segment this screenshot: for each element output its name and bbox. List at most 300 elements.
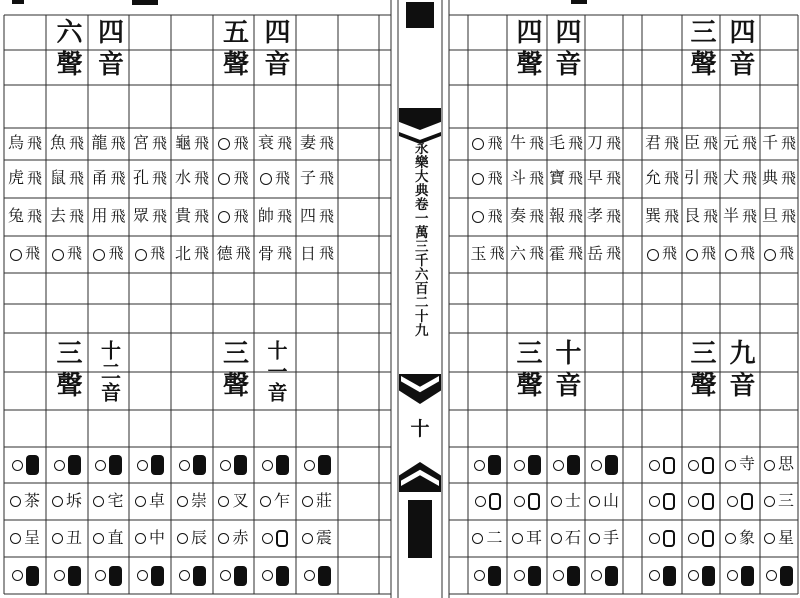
fei-suffix-character: 飛 [66,246,82,262]
filled-block-mark [26,455,39,475]
table-cell [547,128,585,160]
fei-suffix-character: 飛 [27,135,43,152]
circle-mark [472,173,484,185]
cell-character: 兔 [7,208,24,225]
fei-suffix-character: 飛 [69,208,85,225]
filled-block-mark [234,455,247,475]
table-cell [171,160,213,198]
fei-suffix-character: 飛 [152,135,168,152]
table-cell [171,128,213,160]
table-cell [4,198,46,236]
cell-character: 德 [216,245,233,263]
header-yin-label: 四音 [726,18,755,82]
circle-mark [302,496,313,507]
filled-block-mark [68,455,81,475]
circle-mark [472,138,484,150]
table-cell [720,236,760,273]
cell-character: 龜 [174,135,191,152]
table-cell [507,447,547,483]
table-cell [507,557,547,594]
scan-artifact [132,0,158,5]
fei-suffix-character: 飛 [274,170,290,187]
fei-suffix-character: 飛 [233,135,249,152]
cell-character: 衰 [257,135,274,152]
table-cell [585,520,623,557]
table-cell [296,160,338,198]
cell-character: 臣 [683,135,700,152]
table-cell [642,236,682,273]
fei-suffix-character: 飛 [27,208,43,225]
fei-suffix-character: 飛 [606,135,622,152]
table-cell [547,447,585,483]
table-cell [296,447,338,483]
filled-block-mark [488,455,501,475]
circle-mark [514,460,525,471]
cell-character: 耳 [525,529,542,547]
circle-mark [764,533,775,544]
cell-character: 鼠 [49,170,66,187]
fei-suffix-character: 飛 [319,208,335,225]
section-header [213,17,254,83]
fei-suffix-character: 飛 [487,170,503,187]
cell-character: 寶 [548,170,565,187]
hollow-block-mark [702,493,714,510]
filled-block-mark [528,566,541,586]
header-yin-label: 十一音 [264,339,286,403]
header-yin-label: 四音 [552,18,581,82]
table-cell [88,160,129,198]
filled-block-mark [663,566,676,586]
table-cell [171,483,213,520]
spine-title-box [399,136,441,342]
table-cell [468,483,507,520]
cell-character: 允 [644,170,661,187]
fei-suffix-character: 飛 [568,135,584,152]
circle-mark [179,460,190,471]
fei-suffix-character: 飛 [664,135,680,152]
cell-character: 魚 [49,135,66,152]
circle-mark [591,570,602,581]
spine-title: 永樂大典卷一萬三千六百二十九 [412,141,428,337]
table-cell [213,483,254,520]
circle-mark [551,533,562,544]
fei-suffix-character: 飛 [69,170,85,187]
fei-suffix-character: 飛 [194,246,210,262]
circle-mark [727,496,738,507]
table-cell [720,557,760,594]
table-cell [468,128,507,160]
cell-character: 茶 [23,492,40,510]
filled-block-mark [151,455,164,475]
cell-character: 寺 [738,456,755,473]
cell-character: 山 [602,492,619,510]
circle-mark [52,533,63,544]
spine-top-bar [406,2,434,28]
filled-block-mark [26,566,39,586]
fei-suffix-character: 飛 [568,170,584,187]
hollow-block-mark [663,530,675,547]
fei-suffix-character: 飛 [568,208,584,225]
cell-character: 妻 [299,135,316,152]
cell-character: 卓 [148,492,165,510]
table-cell [171,447,213,483]
table-cell [760,128,798,160]
filled-block-mark [702,566,715,586]
table-cell [46,236,88,273]
table-cell [171,520,213,557]
table-cell [585,557,623,594]
table-cell [88,128,129,160]
table-cell [129,198,171,236]
circle-mark [260,496,271,507]
table-cell [547,520,585,557]
table-cell [585,198,623,236]
header-yin-label: 九音 [726,339,755,403]
fei-suffix-character: 飛 [529,135,545,152]
filled-block-mark [318,566,331,586]
fei-suffix-character: 飛 [664,170,680,187]
fei-suffix-character: 飛 [487,208,503,225]
table-cell [296,198,338,236]
circle-mark [647,249,659,261]
header-sheng-label: 三聲 [687,339,716,403]
table-cell [760,520,798,557]
fei-suffix-character: 飛 [703,135,719,152]
hollow-block-mark [741,493,753,510]
fei-suffix-character: 飛 [24,246,40,262]
circle-mark [218,496,229,507]
header-yin-label: 四音 [94,18,124,82]
table-cell [4,483,46,520]
header-sheng-label: 三聲 [513,339,542,403]
section-header [720,17,760,83]
circle-mark [10,533,21,544]
table-cell [507,160,547,198]
cell-character: 宮 [132,135,149,152]
cell-character: 龍 [91,135,108,152]
table-cell [760,236,798,273]
circle-mark [764,460,775,471]
cell-character: 虎 [7,170,24,187]
circle-mark [764,496,775,507]
hollow-block-mark [702,530,714,547]
circle-mark [688,496,699,507]
circle-mark [474,570,485,581]
cell-character: 骨 [257,245,274,263]
filled-block-mark [109,566,122,586]
table-cell [171,198,213,236]
filled-block-mark [151,566,164,586]
circle-mark [262,533,273,544]
circle-mark [649,570,660,581]
table-cell [129,483,171,520]
folio-number-box [399,402,441,452]
fei-suffix-character: 飛 [110,170,126,187]
table-cell [254,198,296,236]
circle-mark [591,460,602,471]
fei-suffix-character: 飛 [529,170,545,187]
circle-mark [218,173,230,185]
table-cell [760,557,798,594]
table-cell [129,236,171,273]
circle-mark [686,249,698,261]
table-cell [254,128,296,160]
circle-mark [304,570,315,581]
fei-suffix-character: 飛 [700,246,716,262]
table-cell [585,236,623,273]
circle-mark [12,460,23,471]
table-cell [547,557,585,594]
filled-block-mark [109,455,122,475]
circle-mark [589,533,600,544]
circle-mark [54,460,65,471]
table-cell [4,447,46,483]
section-header [507,17,547,83]
table-cell [682,557,720,594]
table-cell [129,520,171,557]
fei-suffix-character: 飛 [739,246,755,262]
table-cell [507,483,547,520]
filled-block-mark [567,566,580,586]
cell-character: 子 [299,170,316,187]
header-sheng-label: 三聲 [687,18,716,82]
filled-block-mark [605,455,618,475]
cell-character: 半 [722,208,739,225]
header-yin-label: 四音 [261,18,290,82]
cell-character: 玉 [470,245,487,263]
circle-mark [179,570,190,581]
table-cell [46,160,88,198]
table-cell [720,198,760,236]
circle-mark [512,533,523,544]
circle-mark [302,533,313,544]
cell-character: 思 [777,456,794,473]
table-cell [507,520,547,557]
cell-character: 千 [761,135,778,152]
header-sheng-label: 三聲 [53,339,82,403]
cell-character: 岳 [586,245,603,263]
filled-block-mark [741,566,754,586]
cell-character: 甬 [91,170,108,187]
section-header [720,335,760,407]
header-sheng-label: 六聲 [53,18,82,82]
cell-character: 士 [564,492,581,510]
circle-mark [589,496,600,507]
cell-character: 坼 [65,492,82,510]
table-cell [46,447,88,483]
filled-block-mark [276,455,289,475]
table-cell [254,236,296,273]
hollow-block-mark [663,457,675,474]
filled-block-mark [68,566,81,586]
table-cell [296,236,338,273]
cell-character: 二 [486,529,503,547]
cell-character: 用 [91,208,108,225]
circle-mark [220,460,231,471]
table-cell [129,160,171,198]
table-cell [468,236,507,273]
cell-character: 巽 [644,208,661,225]
table-cell [46,557,88,594]
table-cell [88,236,129,273]
fei-suffix-character: 飛 [781,135,797,152]
circle-mark [177,496,188,507]
filled-block-mark [488,566,501,586]
table-cell [254,447,296,483]
cell-character: 牛 [509,135,526,152]
cell-character: 烏 [7,135,24,152]
cell-character: 直 [107,529,124,547]
fei-suffix-character: 飛 [606,208,622,225]
cell-character: 刀 [586,135,603,152]
cell-character: 犬 [722,170,739,187]
circle-mark [553,460,564,471]
circle-mark [137,570,148,581]
circle-mark [649,533,660,544]
circle-mark [135,249,147,261]
table-cell [468,520,507,557]
fei-suffix-character: 飛 [277,246,293,262]
circle-mark [260,173,272,185]
table-cell [585,483,623,520]
table-cell [129,447,171,483]
scan-artifact [12,0,24,4]
section-header [46,335,88,407]
circle-mark [220,570,231,581]
fei-suffix-character: 飛 [529,246,545,262]
cell-character: 六 [509,245,526,263]
table-cell [682,447,720,483]
fei-suffix-character: 飛 [319,246,335,262]
spine-bottom-bar [408,500,432,558]
table-cell [720,447,760,483]
filled-block-mark [567,455,580,475]
table-cell [547,236,585,273]
cell-character: 震 [315,529,332,547]
table-cell [213,128,254,160]
fei-suffix-character: 飛 [703,208,719,225]
table-cell [88,198,129,236]
table-cell [4,520,46,557]
fei-suffix-character: 飛 [781,208,797,225]
table-cell [547,160,585,198]
table-cell [642,160,682,198]
table-cell [585,160,623,198]
cell-character: 乍 [273,492,290,510]
cell-character: 手 [602,529,619,547]
table-cell [642,520,682,557]
table-cell [213,198,254,236]
cell-character: 叉 [232,492,249,510]
fei-suffix-character: 飛 [742,170,758,187]
table-cell [46,128,88,160]
fei-suffix-character: 飛 [703,170,719,187]
fei-suffix-character: 飛 [277,208,293,225]
cell-character: 艮 [683,208,700,225]
fei-suffix-character: 飛 [152,208,168,225]
fei-suffix-character: 飛 [529,208,545,225]
cell-character: 北 [174,245,191,263]
fei-suffix-character: 飛 [742,135,758,152]
circle-mark [725,249,737,261]
circle-mark [551,496,562,507]
fei-suffix-character: 飛 [319,170,335,187]
fei-suffix-character: 飛 [69,135,85,152]
section-header [254,17,296,83]
table-cell [213,520,254,557]
cell-character: 早 [586,170,603,187]
cell-character: 引 [683,170,700,187]
table-cell [254,557,296,594]
cell-character: 孔 [132,170,149,187]
table-cell [129,557,171,594]
cell-character: 四 [299,208,316,225]
cell-character: 三 [777,492,794,510]
circle-mark [93,249,105,261]
cell-character: 象 [738,529,755,547]
section-header [88,17,129,83]
circle-mark [177,533,188,544]
circle-mark [727,570,738,581]
table-cell [642,483,682,520]
fei-suffix-character: 飛 [781,170,797,187]
circle-mark [218,211,230,223]
cell-character: 帥 [257,208,274,225]
table-cell [4,128,46,160]
filled-block-mark [193,455,206,475]
cell-character: 石 [564,529,581,547]
table-cell [296,128,338,160]
table-cell [468,447,507,483]
folio-number: 十 [410,418,430,440]
table-cell [682,160,720,198]
fei-suffix-character: 飛 [110,135,126,152]
table-cell [760,198,798,236]
fei-suffix-character: 飛 [152,170,168,187]
table-cell [585,128,623,160]
fei-suffix-character: 飛 [487,135,503,152]
circle-mark [474,460,485,471]
circle-mark [93,496,104,507]
table-cell [46,198,88,236]
fei-suffix-character: 飛 [664,208,680,225]
table-cell [468,160,507,198]
table-cell [88,483,129,520]
circle-mark [218,138,230,150]
hollow-block-mark [489,493,501,510]
cell-character: 星 [777,529,794,547]
hollow-block-mark [702,457,714,474]
fei-suffix-character: 飛 [194,135,210,152]
header-yin-label: 十音 [552,339,581,403]
cell-character: 霍 [548,245,565,263]
table-cell [642,447,682,483]
cell-character: 元 [722,135,739,152]
table-cell [720,520,760,557]
cell-character: 赤 [232,529,249,547]
circle-mark [766,570,777,581]
circle-mark [472,211,484,223]
circle-mark [93,533,104,544]
table-cell [46,520,88,557]
circle-mark [688,570,699,581]
circle-mark [95,570,106,581]
circle-mark [725,460,736,471]
fei-suffix-character: 飛 [194,170,210,187]
cell-character: 中 [148,529,165,547]
cell-character: 報 [548,208,565,225]
cell-character: 奏 [509,208,526,225]
